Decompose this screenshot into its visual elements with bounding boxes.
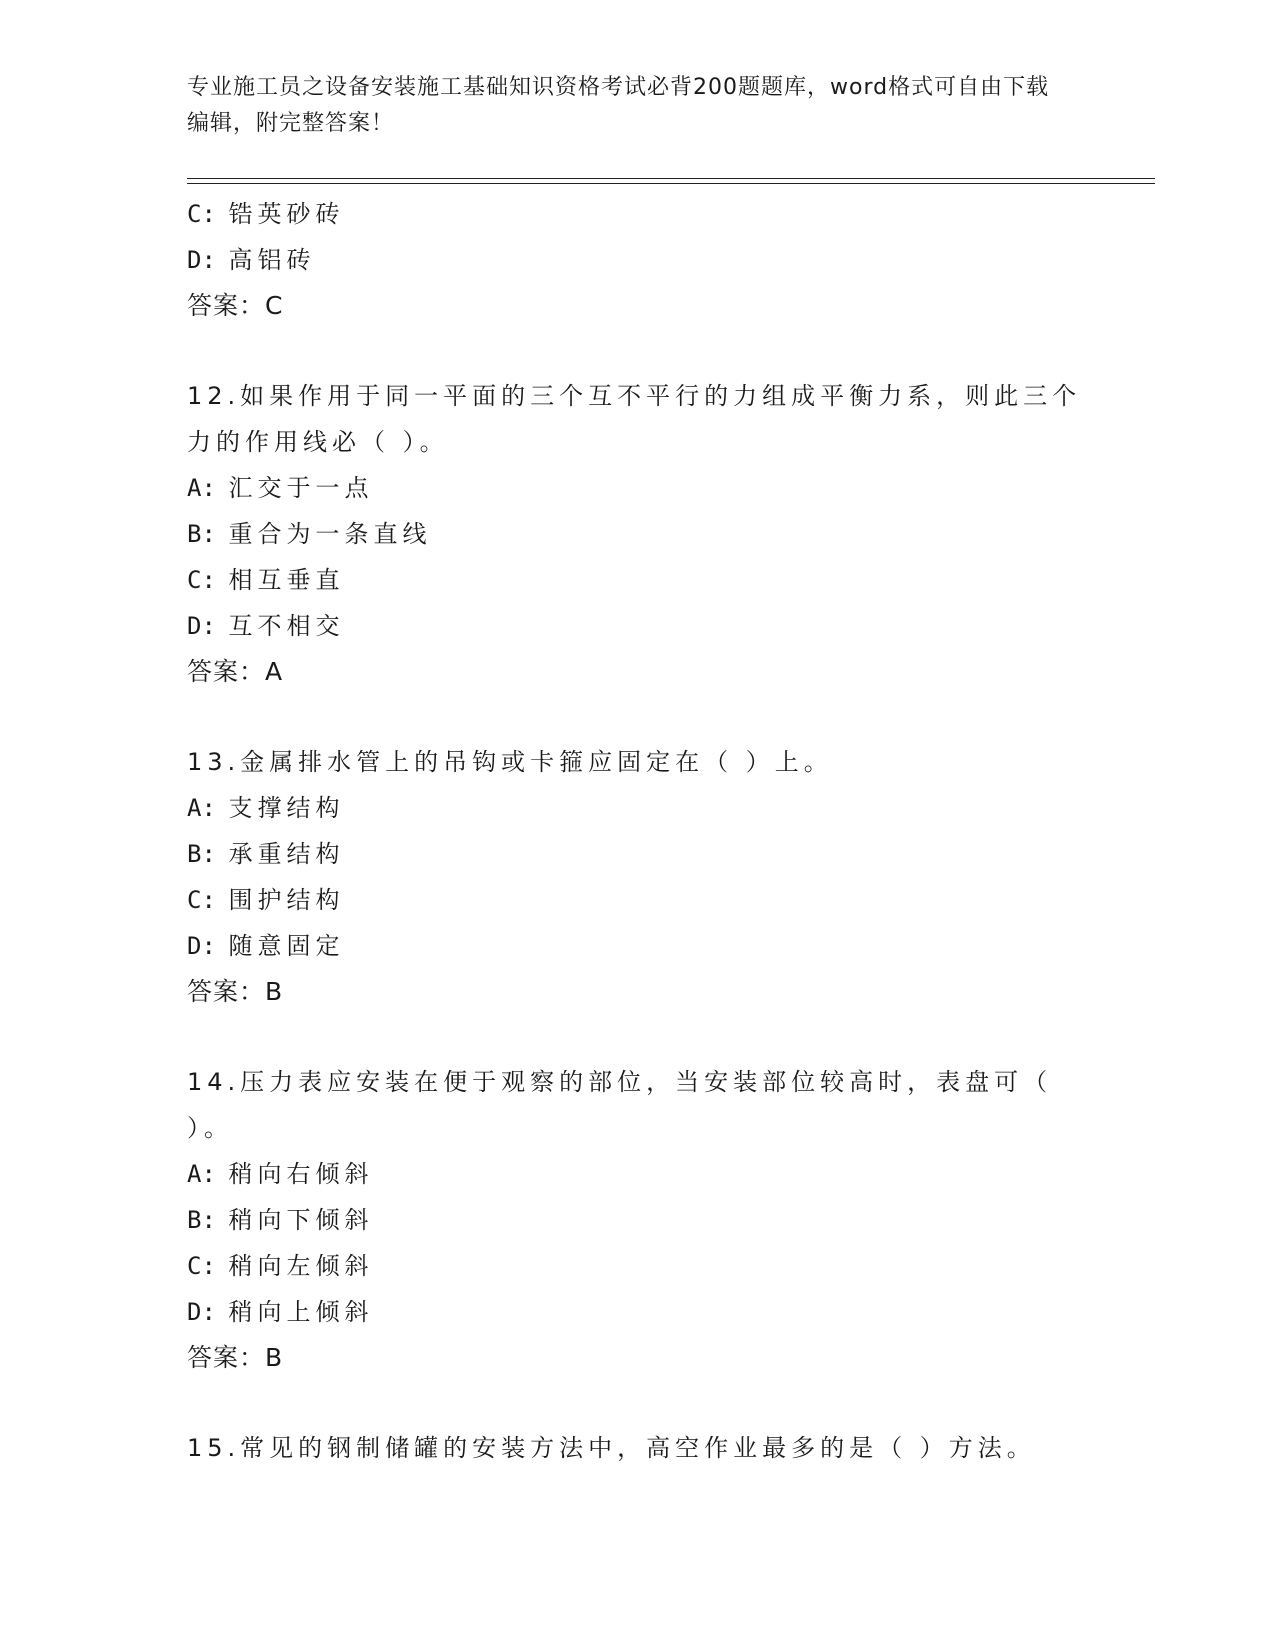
option-d <box>187 1289 1147 1335</box>
option-letter: A: <box>187 474 216 502</box>
option-letter: D: <box>187 612 216 640</box>
option-text: 稍向右倾斜 <box>228 1160 374 1188</box>
question-stem: 13.金属排水管上的吊钩或卡箍应固定在（ ）上。 <box>187 748 833 776</box>
question-list <box>187 191 1147 1471</box>
document-header: 专业施工员之设备安装施工基础知识资格考试必背200题题库，word格式可自由下载编辑，附完整答案！ <box>187 75 1050 136</box>
option-text: 随意固定 <box>228 932 345 960</box>
option-letter: C: <box>187 1252 216 1280</box>
option-b <box>187 511 1147 557</box>
question-stem: 12.如果作用于同一平面的三个互不平行的力组成平衡力系，则此三个力的作用线必（ ）。 <box>187 382 1082 456</box>
header-divider-bottom <box>187 183 1155 184</box>
option-b <box>187 1197 1147 1243</box>
option-c <box>187 1243 1147 1289</box>
option-d <box>187 923 1147 969</box>
option-letter: D: <box>187 1298 216 1326</box>
option-text: 承重结构 <box>228 840 345 868</box>
option-letter: B: <box>187 1206 216 1234</box>
option-letter: B: <box>187 840 216 868</box>
answer-line: 答案：B <box>187 977 284 1006</box>
option-text: 稍向下倾斜 <box>228 1206 374 1234</box>
option-c <box>187 877 1147 923</box>
option-letter: B: <box>187 520 216 548</box>
option-letter: D: <box>187 932 216 960</box>
option-letter: A: <box>187 794 216 822</box>
option-c <box>187 557 1147 603</box>
option-letter: C: <box>187 566 216 594</box>
option-text: 围护结构 <box>228 886 345 914</box>
option-text: 相互垂直 <box>228 566 345 594</box>
option-letter: D: <box>187 246 216 274</box>
option-text: 汇交于一点 <box>228 474 374 502</box>
header-divider-top <box>187 178 1155 179</box>
question-stem: 15.常见的钢制储罐的安装方法中，高空作业最多的是（ ）方法。 <box>187 1434 1036 1462</box>
option-d <box>187 237 1147 283</box>
option-a <box>187 785 1147 831</box>
option-d <box>187 603 1147 649</box>
option-letter: A: <box>187 1160 216 1188</box>
answer-line: 答案：C <box>187 291 284 320</box>
option-letter: C: <box>187 886 216 914</box>
option-a <box>187 465 1147 511</box>
option-text: 稍向上倾斜 <box>228 1298 374 1326</box>
option-a <box>187 1151 1147 1197</box>
answer-line: 答案：A <box>187 657 284 686</box>
answer-line: 答案：B <box>187 1343 284 1372</box>
option-c <box>187 191 1147 237</box>
option-text: 互不相交 <box>228 612 345 640</box>
option-text: 重合为一条直线 <box>228 520 432 548</box>
question-stem: 14.压力表应安装在便于观察的部位，当安装部位较高时，表盘可（ ）。 <box>187 1068 1053 1142</box>
option-b <box>187 831 1147 877</box>
option-letter: C: <box>187 200 216 228</box>
option-text: 高铝砖 <box>228 246 316 274</box>
option-text: 稍向左倾斜 <box>228 1252 374 1280</box>
option-text: 锆英砂砖 <box>228 200 345 228</box>
option-text: 支撑结构 <box>228 794 345 822</box>
